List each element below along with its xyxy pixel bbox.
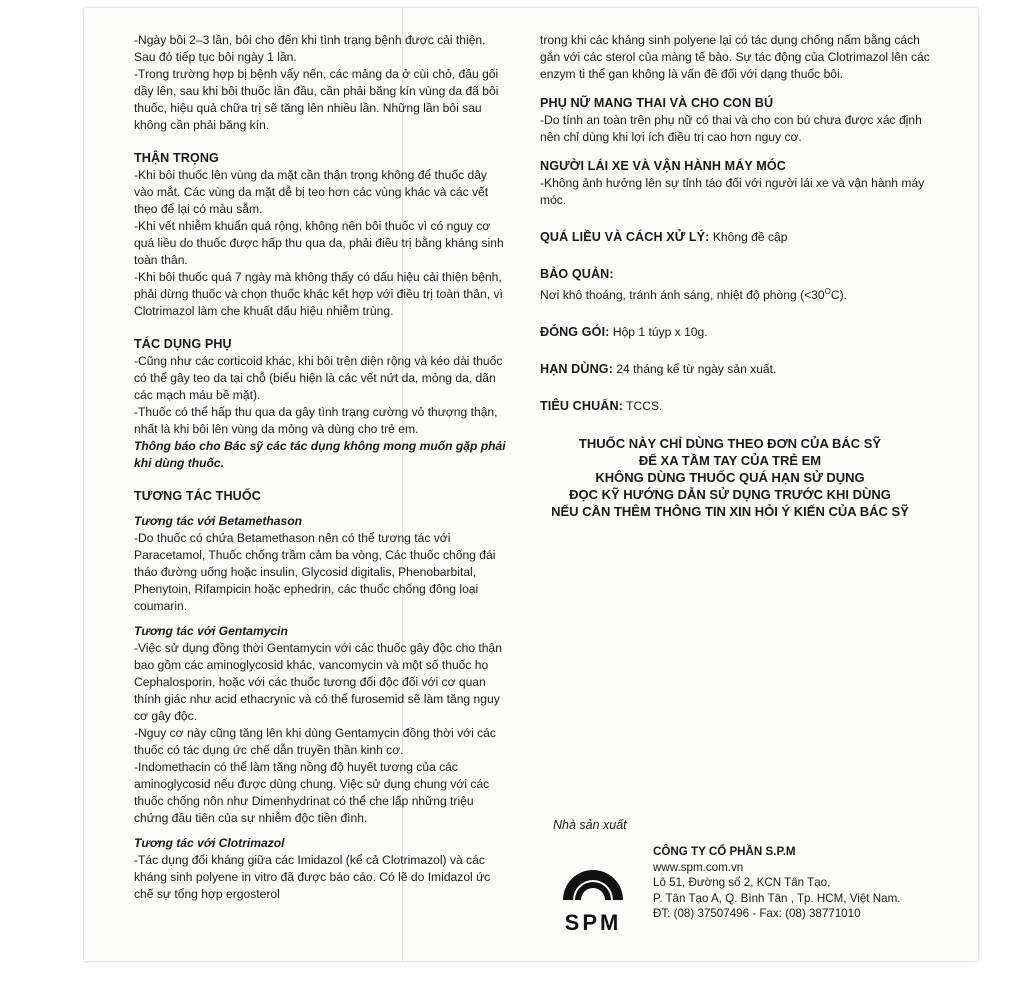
warning-line: KHÔNG DÙNG THUỐC QUÁ HẠN SỬ DỤNG (595, 470, 865, 486)
manufacturer-block (553, 818, 953, 935)
company-info (653, 844, 953, 922)
right-column (540, 32, 932, 520)
intro-paragraph: -Trong trường hợp bị bệnh vẩy nến, các mảng da ở cùi chỏ, đầu gối dầy lên, sau khi bôi thuốc lần đầu, cần phải băng kín vùng da đã bôi thuốc, hiệu quả chữa trị sẽ tăng lên nhiều lần. Những lần bôi sau không cần phải băng kín. (134, 67, 499, 132)
side-effects-heading: TÁC DỤNG PHỤ (134, 337, 232, 351)
overdose-line (540, 229, 932, 246)
standard-value: TCCS. (622, 399, 663, 414)
warning-line: ĐỌC KỸ HƯỚNG DẪN SỬ DỤNG TRƯỚC KHI DÙNG (569, 487, 891, 503)
interaction-subheading-gentamycin: Tương tác với Gentamycin (134, 624, 288, 638)
packaging-label: ĐÓNG GÓI: (540, 325, 610, 340)
warning-line: THUỐC NÀY CHỈ DÙNG THEO ĐƠN CỦA BÁC SỸ (578, 436, 882, 452)
interactions-heading: TƯƠNG TÁC THUỐC (134, 489, 261, 503)
warning-line: NẾU CẦN THÊM THÔNG TIN XIN HỎI Ý KIẾN CỦA BÁC SỸ (551, 504, 909, 520)
interaction-item: -Nguy cơ này cũng tăng lên khi dùng Gentamycin đồng thời với các thuốc có tác dụng ức chế dẫn truyền thần kinh cơ. (134, 726, 496, 757)
left-column (134, 32, 506, 903)
company-address-2: P. Tân Tạo A, Q. Bình Tân , Tp. HCM, Việt Nam. (653, 891, 901, 905)
logo-text: SPM (564, 910, 622, 935)
caution-item: -Khi bôi thuốc quá 7 ngày mà không thấy có dấu hiệu cải thiện bệnh, phải dừng thuốc và chọn thuốc khác kết hợp với điều trị toàn thân, vì Clotrimazol làm che khuất dấu hiệu nhiễm trùng. (134, 270, 503, 318)
standard-label: TIÊU CHUẨN: (540, 399, 623, 414)
caution-item: -Khi vết nhiễm khuẩn quá rộng, không nên bôi thuốc vì có nguy cơ quá liều do thuốc được hấp thu qua da, phải điều trị bằng kháng sinh toàn thân. (134, 219, 504, 267)
interaction-subheading-clotrimazol: Tương tác với Clotrimazol (134, 836, 285, 850)
shelf-life-value: 24 tháng kể từ ngày sản xuất. (612, 362, 777, 377)
warning-line: ĐỂ XA TẦM TAY CỦA TRẺ EM (638, 453, 822, 469)
packaging-value: Hộp 1 túyp x 10g. (609, 325, 708, 340)
overdose-label: QUÁ LIỀU VÀ CÁCH XỬ LÝ: (540, 230, 710, 244)
shelf-life-label: HẠN DÙNG: (540, 362, 613, 377)
company-phone: ĐT: (08) 37507496 - Fax: (08) 38771010 (653, 907, 861, 920)
interaction-subheading-betamethason: Tương tác với Betamethason (134, 514, 303, 528)
pregnancy-text: -Do tính an toàn trên phụ nữ có thai và cho con bú chưa được xác định nên chỉ dùng khi lợi ích điều trị cao hơn nguy cơ. (540, 113, 922, 144)
packaging-line (540, 324, 932, 341)
caution-item: -Khi bôi thuốc lên vùng da mặt cần thận trọng không để thuốc dây vào mắt. Các vùng da mặt dễ bị teo hơn các vùng khác và các vết thẹo để lại có màu sẫm. (134, 168, 489, 216)
storage-value: Nơi khô thoáng, tránh ánh sáng, nhiệt độ phòng $(<30^OC)$. (540, 287, 847, 303)
company-website[interactable]: www.spm.com.vn (653, 860, 744, 874)
overdose-value: Không đề cập (709, 230, 788, 244)
interaction-item: -Việc sử dụng đồng thời Gentamycin với các thuốc gây độc cho thận bao gồm các aminoglycosid khác, vancomycin và một số thuốc họ Cephalosporin, hoặc với các thuốc tương đối độc đối với cơ quan thính giác như acid ethacrynic và có thể furosemid sẽ làm tăng nguy cơ gây độc. (134, 641, 502, 723)
side-effect-item: -Cũng như các corticoid khác, khi bôi trên diện rộng và kéo dài thuốc có thể gây teo da tại chỗ (biểu hiện là các vết nứt da, mỏng da, dãn các mạch máu bề mặt). (134, 354, 503, 402)
warning-block (540, 435, 920, 520)
storage-label: BẢO QUẢN: (540, 267, 614, 281)
interaction-item: -Indomethacin có thể làm tăng nồng độ huyết tương của các aminoglycosid nếu được dùng chung. Việc sử dụng chung với các thuốc chống nôn như Dimenhydrinat có thể che lấp những triệu chứng đầu tiên của sự nhiễm độc tiền đình. (134, 760, 490, 825)
standard-line (540, 398, 932, 415)
pregnancy-heading: PHỤ NỮ MANG THAI VÀ CHO CON BÚ (540, 96, 774, 110)
shelf-life-line (540, 361, 932, 378)
interaction-item: -Tác dụng đối kháng giữa các Imidazol (kể cả Clotrimazol) và các kháng sinh polyene in vitro đã được báo cáo. Có lẽ do Imidazol ức chế sự tổng hợp ergosterol (134, 853, 491, 901)
side-effect-notice: Thông báo cho Bác sỹ các tác dụng không mong muốn gặp phải khi dùng thuốc. (134, 439, 506, 470)
caution-heading: THẬN TRỌNG (134, 151, 219, 165)
driving-text: -Không ảnh hưởng lên sự tỉnh táo đối với người lái xe và vận hành máy móc. (540, 176, 925, 207)
driving-heading: NGƯỜI LÁI XE VÀ VẬN HÀNH MÁY MÓC (540, 159, 786, 173)
side-effect-item: -Thuốc có thể hấp thu qua da gây tình trạng cường vỏ thượng thận, nhất là khi bôi lên vùng da mỏng và dùng cho trẻ em. (134, 405, 498, 436)
interaction-item: -Do thuốc có chứa Betamethason nên có thể tương tác với Paracetamol, Thuốc chống trầm cảm ba vòng, Các thuốc chống đái tháo đường uống hoặc insulin, Glycosid digitalis, Phenobarbital, Phenytoin, Rifampicin hoặc ephedrin, các thuốc chống đông loại coumarin. (134, 531, 496, 613)
continuation-paragraph: trong khi các kháng sinh polyene lại có tác dụng chống nấm bằng cách gắn với các sterol của màng tế bào. Sự tác động của Clotrimazol lên các enzym ti thể gan không là vấn đề đối với dạng thuốc bôi. (540, 33, 930, 81)
company-name: CÔNG TY CỔ PHẦN S.P.M (653, 845, 796, 858)
company-address-1: Lô 51, Đường số 2, KCN Tân Tạo, (653, 876, 831, 889)
spm-logo (553, 856, 633, 936)
manufacturer-label: Nhà sản xuất (553, 818, 627, 832)
intro-paragraph: -Ngày bôi 2–3 lần, bôi cho đến khi tình trạng bệnh được cải thiện. Sau đó tiếp tục bôi ngày 1 lần. (134, 33, 486, 64)
